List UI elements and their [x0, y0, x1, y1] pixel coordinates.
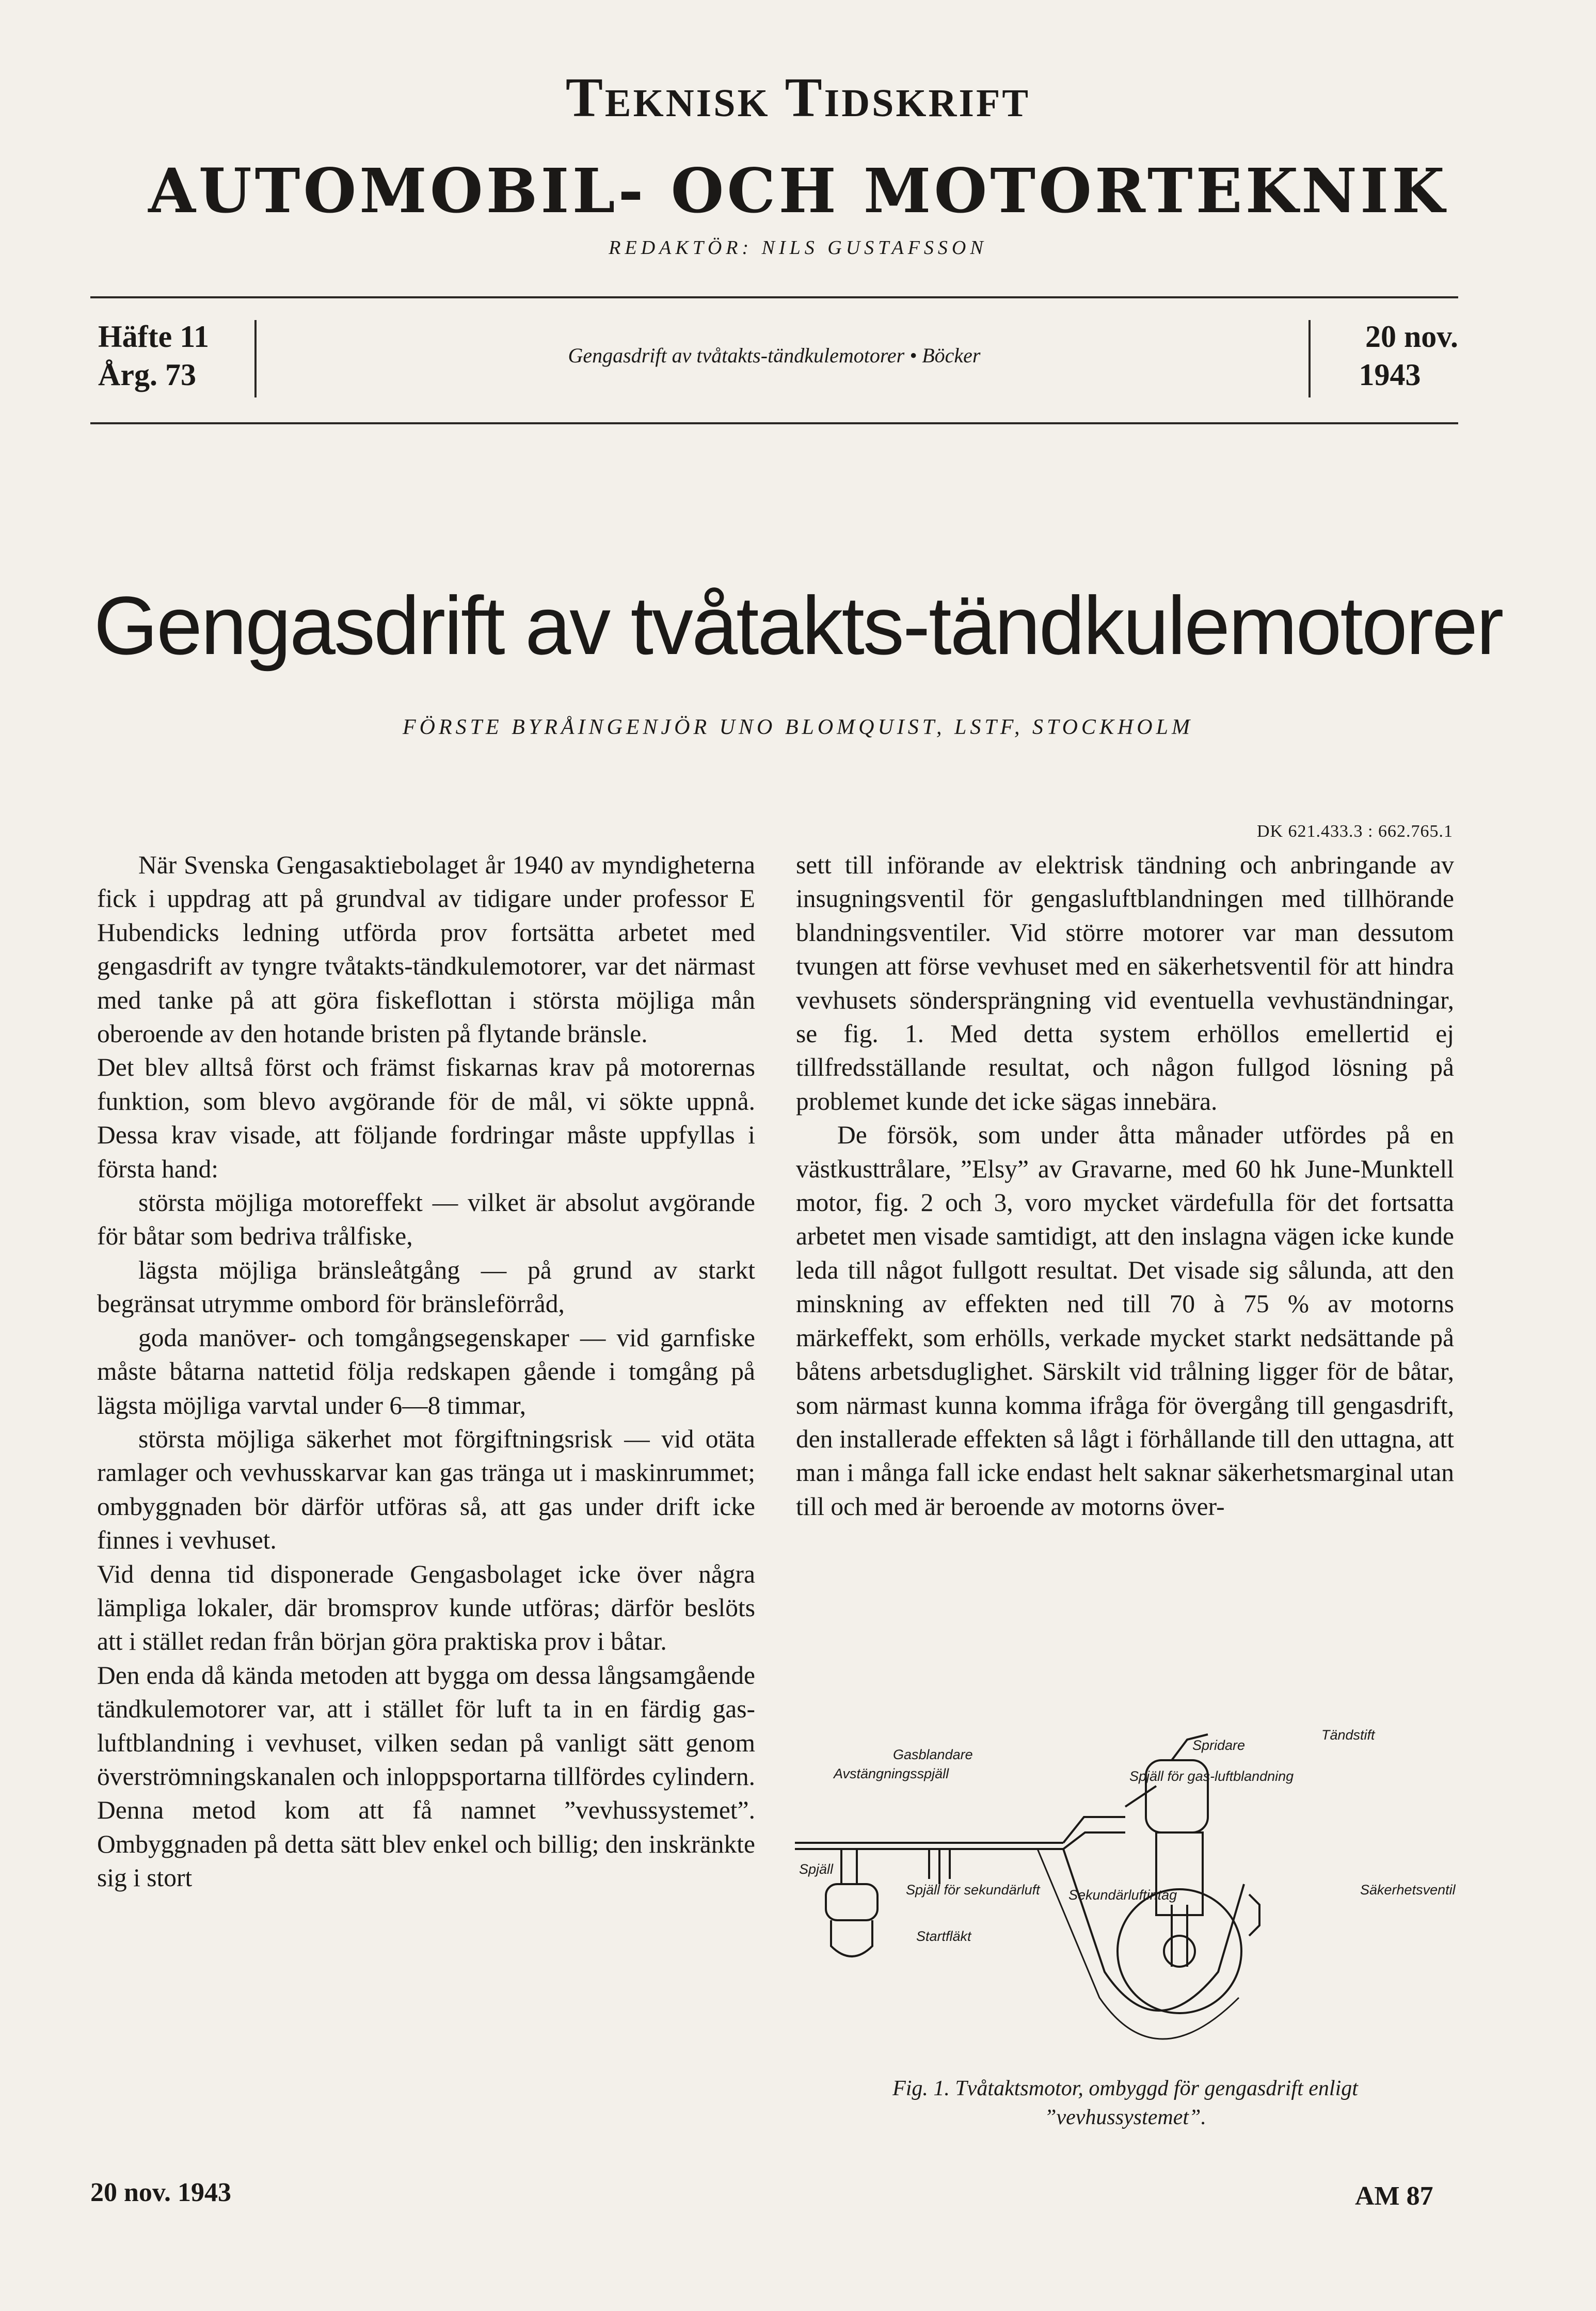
- bottom-rule: [90, 422, 1458, 424]
- page-number: AM 87: [1355, 2181, 1433, 2211]
- issue-divider-left: [254, 320, 257, 397]
- figure-caption-line: ”vevhussystemet”.: [1044, 2106, 1206, 2129]
- paragraph: största möjliga motoreffekt — vilket är absolut avgörande för båtar som bedriva trålfiske,: [97, 1188, 755, 1251]
- issue-date-day: 20 nov.: [1365, 320, 1458, 354]
- paragraph: största möjliga säkerhet mot förgiftningsrisk — vid otäta ramlager och vevhusskarvar kan gas tränga ut i maskinrummet; ombyggnaden bör därför utföras så, att gas under drift icke finnes i vevhuset.: [97, 1424, 755, 1555]
- paragraph: Den enda då kända metoden att bygga om dessa långsamgående tändkulemotorer var, att i stället för luft ta in en färdig gas-luftblandning i vevhuset, vilken sedan på vanligt sätt genom överströmningskanalen och inloppsportarna tillfördes cylindern. Denna metod kom att få namnet ”vevhussystemet”. Ombyggnaden på detta sätt blev enkel och billig; den inskränkte sig i stort: [97, 1661, 755, 1892]
- article-title: Gengasdrift av tvåtakts-tändkulemotorer: [93, 579, 1503, 672]
- top-rule: [90, 296, 1458, 298]
- paragraph: När Svenska Gengasaktiebolaget år 1940 av myndigheterna fick i uppdrag att på grundval av tidigare under professor E Hubendicks ledning utförda prov fortsätta arbetet med gengasdrift av tyngre tvåtakts-tändkulemotorer, var det närmast med tanke på att göra fiskeflottan i största möjliga mån oberoende av den hotande bristen på flytande bränsle.: [97, 851, 755, 1048]
- figure-caption-line: Fig. 1. Tvåtaktsmotor, ombyggd för gengasdrift enligt: [892, 2077, 1358, 2100]
- paragraph: Vid denna tid disponerade Gengasbolaget icke över några lämpliga lokaler, där bromsprov kunde utföras; därför beslöts att i stället redan från början göra praktiska prov i båtar.: [97, 1559, 755, 1656]
- article-author: FÖRSTE BYRÅINGENJÖR UNO BLOMQUIST, LSTF, STOCKHOLM: [403, 715, 1193, 739]
- label-startflakt: Startfläkt: [916, 1929, 971, 1944]
- paragraph: goda manöver- och tomgångsegenskaper — vid garnfiske måste båtarna nattetid följa redskapen gående i tomgång på lägsta möjliga varvtal under 6—8 timmar,: [97, 1323, 755, 1420]
- label-tandstift: Tändstift: [1321, 1729, 1375, 1743]
- label-sakerhetsventil: Säkerhetsventil: [1360, 1882, 1456, 1898]
- issue-contents: Gengasdrift av tvåtakts-tändkulemotorer • Böcker: [568, 344, 981, 367]
- issue-divider-right: [1308, 320, 1311, 397]
- label-spjall-sekundarluft: Spjäll för sekundärluft: [906, 1882, 1040, 1898]
- engine-diagram: [795, 1729, 1456, 2049]
- label-avstangningsspjall: Avstängningsspjäll: [834, 1766, 949, 1781]
- label-spjall: Spjäll: [799, 1861, 834, 1877]
- left-column: [97, 848, 755, 1895]
- issue-date-year: 1943: [1359, 358, 1421, 392]
- issue-number: Häfte 11: [98, 320, 209, 354]
- paragraph: sett till införande av elektrisk tändning och anbringande av insugningsventil för gengasluftblandningen med tillhörande blandningsventiler. Vid större motorer var man dessutom tvungen att förse vevhuset med en säkerhetsventil för att hindra vevhusets söndersprängning vid eventuella vevhuständningar, se fig. 1. Med detta system erhöllos emellertid ej tillfredsställande resultat, och någon fullgod lösning på problemet kunde det icke sägas innebära.: [796, 851, 1454, 1115]
- label-spjall-gasluft: Spjäll för gas-luftblandning: [1129, 1768, 1294, 1784]
- diagram-labels: [799, 1729, 1456, 1944]
- paragraph: De försök, som under åtta månader utfördes på en västkusttrålare, ”Elsy” av Gravarne, med 60 hk June-Munktell motor, fig. 2 och 3, voro mycket värdefulla för det fortsatta arbetet men visade samtidigt, att den inslagna vägen icke kunde leda till något fullgott resultat. Det visade sig sålunda, att den minskning av effekten ned till 70 à 75 % av motorns märkeffekt, som erhölls, verkade mycket starkt nedsättande på båtens arbetsduglighet. Särskilt vid trålning ligger för de båtar, som närmast kunna komma ifråga för övergång till gengasdrift, den installerade effekten så lågt i förhållande till den uttagna, att man i många fall icke endast helt saknar säkerhetsmarginal utan till och med är beroende av motorns över-: [796, 1121, 1454, 1521]
- dk-classification: DK 621.433.3 : 662.765.1: [1256, 822, 1453, 841]
- label-spridare: Spridare: [1192, 1738, 1246, 1753]
- label-gasblandare: Gasblandare: [893, 1747, 973, 1762]
- footer-date: 20 nov. 1943: [90, 2178, 232, 2207]
- label-sekundarluftintag: Sekundärluftintag: [1068, 1887, 1177, 1903]
- right-column: [796, 848, 1454, 1523]
- journal-subtitle: AUTOMOBIL- OCH MOTORTEKNIK: [148, 155, 1448, 227]
- figure-caption: [774, 2074, 1476, 2132]
- journal-title: Teknisk Tidskrift: [565, 67, 1031, 129]
- paragraph: lägsta möjliga bränsleåtgång — på grund av starkt begränsat utrymme ombord för bränsleförråd,: [97, 1255, 755, 1318]
- volume-number: Årg. 73: [98, 358, 196, 392]
- editor-line: REDAKTÖR: NILS GUSTAFSSON: [609, 237, 987, 259]
- paragraph: Det blev alltså först och främst fiskarnas krav på motorernas funktion, som blevo avgörande för de mål, vi sökte uppnå. Dessa krav visade, att följande fordringar måste uppfyllas i första hand:: [97, 1053, 755, 1183]
